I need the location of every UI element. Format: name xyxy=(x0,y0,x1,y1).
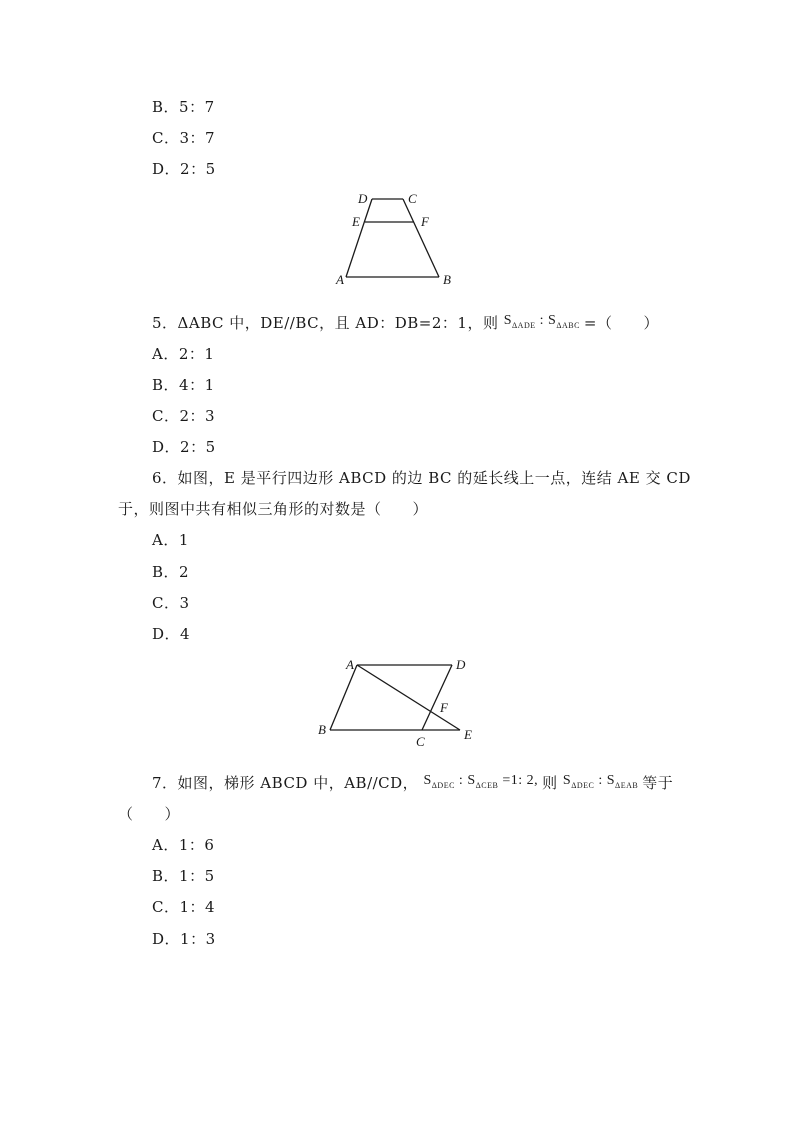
q5-stem-text: 5．ΔABC 中，DE//BC，且 AD：DB=2：1，则 xyxy=(152,314,499,332)
label-d: D xyxy=(358,191,368,206)
q7-option-d: D．1：3 xyxy=(152,930,216,948)
q4-option-d: D．2：5 xyxy=(152,160,216,178)
label-b: B xyxy=(318,722,326,737)
label-d: D xyxy=(456,657,466,672)
q6-option-a: A．1 xyxy=(152,531,189,549)
label-b: B xyxy=(443,272,451,287)
q4-option-b: B．5：7 xyxy=(152,98,215,116)
q7-stem-line2: （ ） xyxy=(118,805,181,823)
q7-stem-text: 7．如图，梯形 ABCD 中，AB//CD， xyxy=(152,774,419,792)
q7-formula-2: $S_{\Delta DEC}$ : $S_{\Delta EAB}$ xyxy=(562,773,639,790)
q6-stem-line2: 于，则图中共有相似三角形的对数是（ ） xyxy=(118,500,429,518)
edge-cb xyxy=(403,199,439,277)
label-f: F xyxy=(440,700,448,715)
parallelogram-figure xyxy=(310,652,490,752)
q7-option-a: A．1：6 xyxy=(152,836,215,854)
label-a: A xyxy=(336,272,344,287)
edge-dc xyxy=(422,665,452,730)
label-e: E xyxy=(464,727,472,742)
q7-stem-after: 等于 xyxy=(642,774,674,792)
label-c: C xyxy=(416,734,425,749)
trapezoid-figure xyxy=(330,188,460,290)
q6-option-d: D．4 xyxy=(152,625,191,643)
segment-ae xyxy=(357,665,460,730)
q7-option-b: B．1：5 xyxy=(152,867,215,885)
q4-option-c: C．3：7 xyxy=(152,129,216,147)
q5-stem xyxy=(152,312,659,334)
edge-da xyxy=(346,199,372,277)
q6-option-b: B．2 xyxy=(152,563,190,581)
label-a: A xyxy=(346,657,354,672)
q7-formula-1: $S_{\Delta DEC}$ : $S_{\Delta CEB} =1$: 2, xyxy=(423,773,539,790)
q5-option-b: B．4：1 xyxy=(152,376,215,394)
q5-option-a: A．2：1 xyxy=(152,345,215,363)
edge-ab xyxy=(330,665,357,730)
q5-answer-blank: =（ ） xyxy=(583,314,659,332)
q7-option-c: C．1：4 xyxy=(152,898,216,916)
q5-option-c: C．2：3 xyxy=(152,407,216,425)
label-c: C xyxy=(408,191,417,206)
q6-option-c: C．3 xyxy=(152,594,190,612)
label-e: E xyxy=(352,214,360,229)
q6-stem-line1: 6．如图，E 是平行四边形 ABCD 的边 BC 的延长线上一点，连结 AE 交 CD xyxy=(152,469,691,487)
q7-stem-line1 xyxy=(152,772,673,794)
q5-formula: $S_{\Delta ADE}$ : $S_{\Delta ABC}$ xyxy=(503,313,580,330)
label-f: F xyxy=(421,214,429,229)
q7-then: 则 xyxy=(542,774,558,792)
q5-option-d: D．2：5 xyxy=(152,438,216,456)
